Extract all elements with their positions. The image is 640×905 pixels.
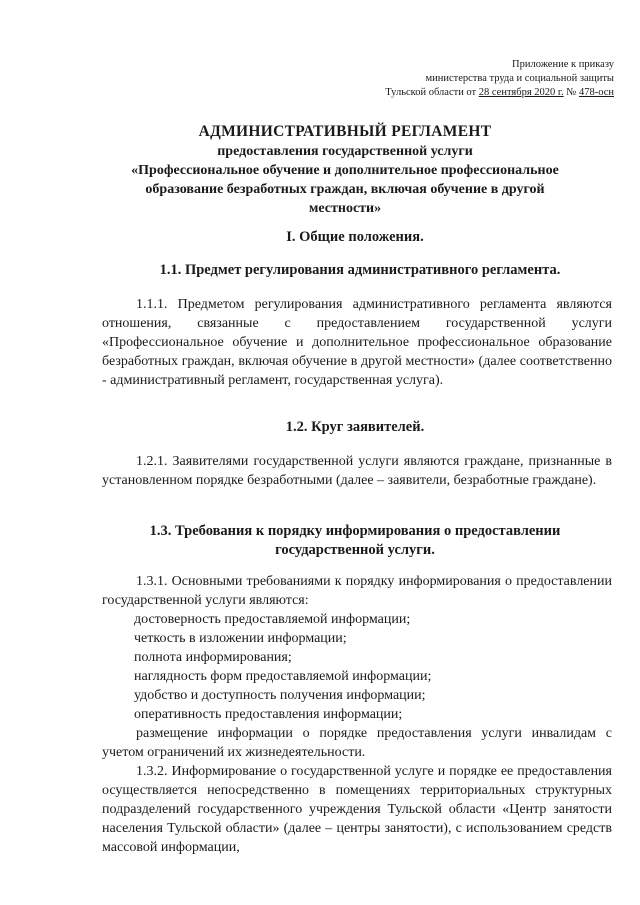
document-title bbox=[110, 122, 580, 218]
title-sub-1: предоставления государственной услуги bbox=[217, 144, 473, 159]
paragraph-1-3-1 bbox=[102, 572, 612, 610]
list-item: удобство и доступность получения информации; bbox=[134, 688, 426, 703]
section-1-2-heading: 1.2. Круг заявителей. bbox=[285, 419, 425, 435]
paragraph-1-1-1 bbox=[102, 295, 612, 390]
annex-note bbox=[385, 58, 614, 100]
title-sub-3: образование безработных граждан, включая обучение в другой bbox=[145, 182, 545, 197]
annex-line-1: Приложение к приказу bbox=[512, 59, 614, 70]
list-item: наглядность форм предоставляемой информации; bbox=[134, 669, 432, 684]
title-main: АДМИНИСТРАТИВНЫЙ РЕГЛАМЕНТ bbox=[198, 123, 492, 140]
section-1-1-heading: 1.1. Предмет регулирования административного регламента. bbox=[159, 262, 561, 278]
list-item-last-text: размещение информации о порядке предоставления услуги инвалидам с учетом ограничений их жизнедеятельности. bbox=[102, 726, 612, 760]
paragraph-1-2-1-text: 1.2.1. Заявителями государственной услуги являются граждане, признанные в установленном порядке безработными (далее – заявители, безработные граждане). bbox=[102, 454, 612, 488]
list-item-last bbox=[102, 724, 612, 762]
annex-prefix: Тульской области от bbox=[385, 87, 479, 98]
annex-date: 28 сентября 2020 г. bbox=[478, 87, 564, 98]
list-item: оперативность предоставления информации; bbox=[134, 707, 403, 722]
annex-number: 478-осн bbox=[578, 87, 614, 98]
list-item: полнота информирования; bbox=[134, 650, 292, 665]
paragraph-1-3-2-text: 1.3.2. Информирование о государственной услуге и порядке ее предоставления осуществляется непосредственно в помещениях территориальных структурных подразделений государственного учреждения Тульской области «Центр занятости населения Тульской области» (далее – центры занятости), с использованием средств массовой информации, bbox=[102, 764, 612, 855]
list-item: четкость в изложении информации; bbox=[134, 631, 347, 646]
annex-line-2: министерства труда и социальной защиты bbox=[425, 73, 614, 84]
paragraph-1-1-1-text: 1.1.1. Предметом регулирования административного регламента являются отношения, связанные с предоставлением государственной услуги «Профессиональное обучение и дополнительное профессиональное образование безработных граждан, включая обучение в другой местности» (далее соответственно - административный регламент, государственная услуга). bbox=[102, 297, 612, 388]
list-item: достоверность предоставляемой информации; bbox=[134, 612, 411, 627]
section-1-3-heading-line-1: 1.3. Требования к порядку информирования о предоставлении bbox=[149, 523, 561, 539]
annex-number-label: № bbox=[563, 87, 579, 98]
annex-line-3 bbox=[385, 86, 614, 100]
title-sub-2: «Профессиональное обучение и дополнительное профессиональное bbox=[131, 163, 559, 178]
paragraph-1-2-1 bbox=[102, 452, 612, 490]
title-sub-4: местности» bbox=[308, 201, 382, 216]
section-1-heading: I. Общие положения. bbox=[286, 229, 424, 245]
paragraph-1-3-1-text: 1.3.1. Основными требованиями к порядку информирования о предоставлении государственной услуги являются: bbox=[102, 574, 612, 608]
section-1-3-heading bbox=[100, 522, 610, 560]
section-1-3-heading-line-2: государственной услуги. bbox=[275, 542, 435, 558]
paragraph-1-3-2 bbox=[102, 762, 612, 857]
